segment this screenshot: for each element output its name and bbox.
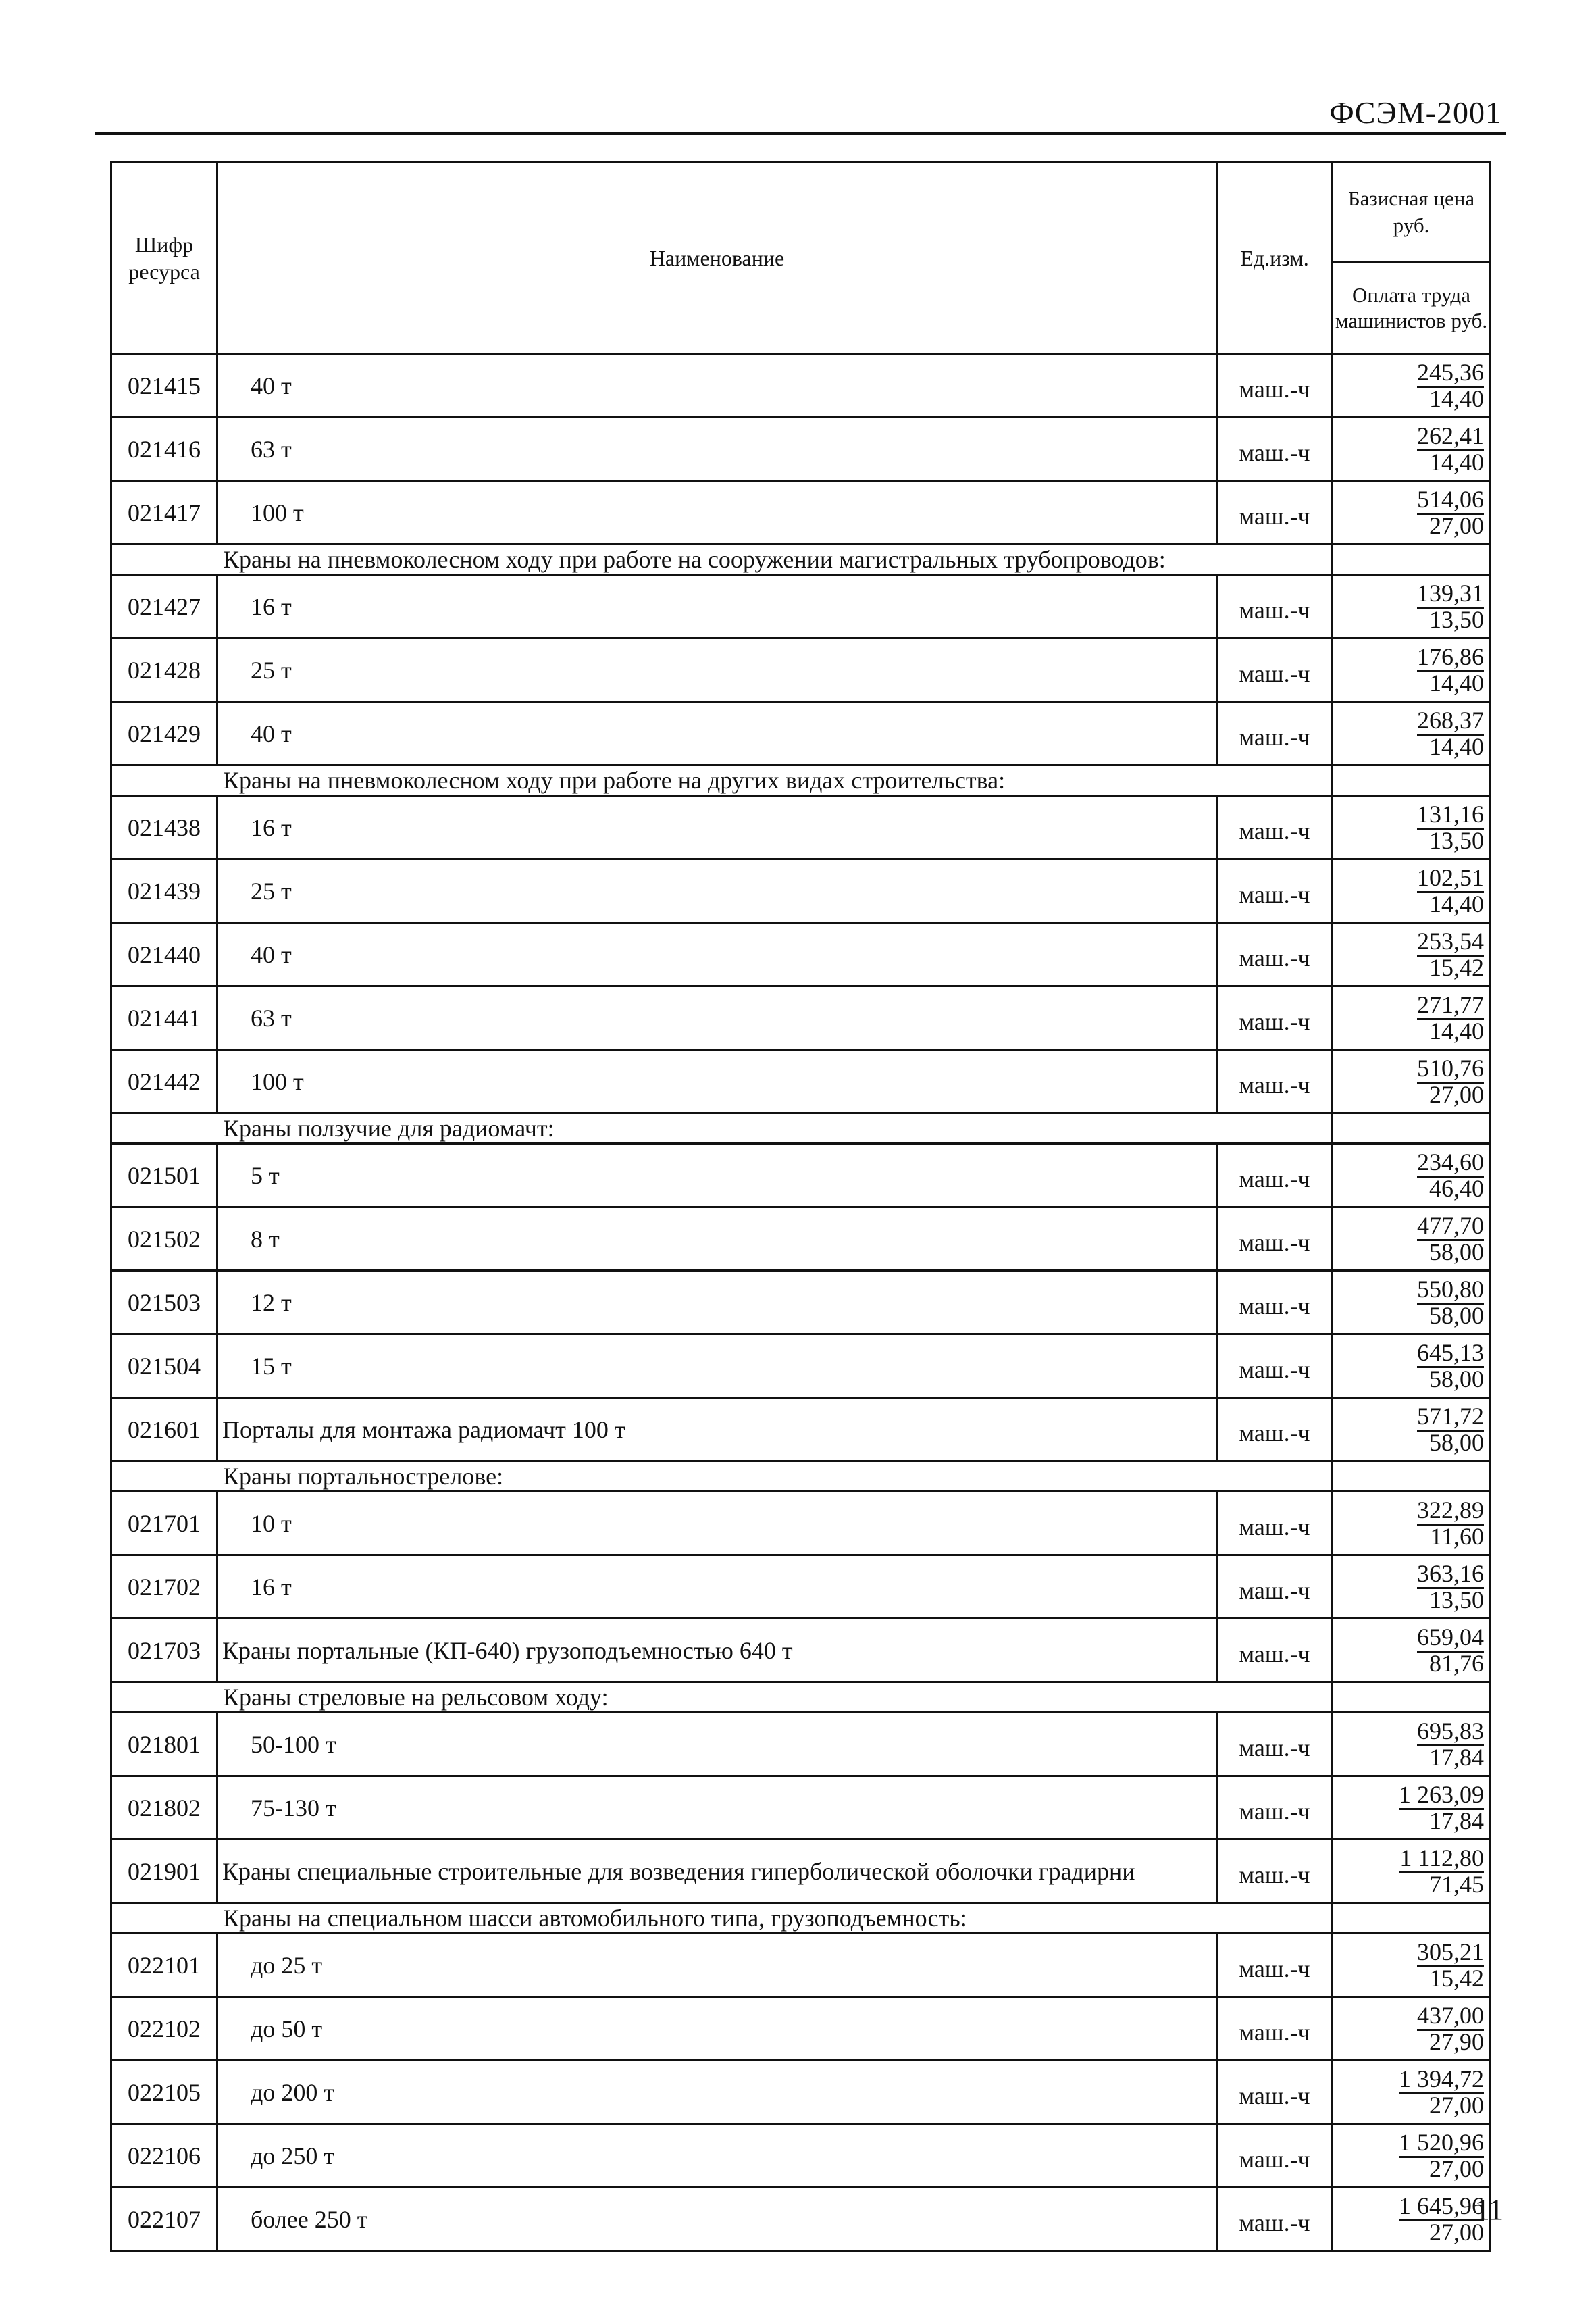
resource-name: до 50 т [217, 1997, 1217, 2061]
unit: маш.-ч [1217, 1050, 1333, 1113]
price-cell [1333, 1997, 1491, 2061]
unit: маш.-ч [1217, 1713, 1333, 1776]
operator-wage: 58,00 [1429, 1238, 1484, 1265]
unit: маш.-ч [1217, 796, 1333, 859]
resource-code: 021504 [111, 1334, 217, 1398]
table-row [111, 575, 1491, 638]
header-name: Наименование [217, 162, 1217, 354]
price-cell [1333, 2188, 1491, 2251]
operator-wage: 58,00 [1429, 1365, 1484, 1392]
resource-name: до 250 т [217, 2124, 1217, 2188]
price-cell [1333, 2061, 1491, 2124]
operator-wage: 46,40 [1429, 1174, 1484, 1202]
price-cell [1333, 702, 1491, 765]
page-number: 11 [1474, 2193, 1503, 2226]
price-cell [1333, 2124, 1491, 2188]
group-label: Краны на пневмоколесном ходу при работе на других видах строительства: [111, 765, 1217, 796]
operator-wage: 27,00 [1429, 2155, 1484, 2182]
price-cell [1333, 1840, 1491, 1903]
unit: маш.-ч [1217, 1144, 1333, 1207]
resource-code: 021440 [111, 923, 217, 986]
table-row [111, 2188, 1491, 2251]
price-cell [1333, 796, 1491, 859]
unit: маш.-ч [1217, 2124, 1333, 2188]
table-row [111, 1271, 1491, 1334]
operator-wage: 81,76 [1429, 1649, 1484, 1677]
document-code: ФСЭМ-2001 [1329, 95, 1501, 130]
resource-code: 021502 [111, 1207, 217, 1271]
group-label: Краны ползучие для радиомачт: [111, 1113, 1217, 1144]
resource-name: более 250 т [217, 2188, 1217, 2251]
unit: маш.-ч [1217, 481, 1333, 545]
price-table [110, 161, 1491, 2252]
table-row [111, 638, 1491, 702]
resource-name: до 200 т [217, 2061, 1217, 2124]
resource-code: 022107 [111, 2188, 217, 2251]
base-price: 245,36 [1417, 359, 1484, 388]
group-label: Краны стреловые на рельсовом ходу: [111, 1682, 1217, 1713]
resource-name: 75-130 т [217, 1776, 1217, 1840]
base-price: 477,70 [1417, 1212, 1484, 1241]
price-cell [1333, 1398, 1491, 1461]
resource-code: 021802 [111, 1776, 217, 1840]
base-price: 571,72 [1417, 1403, 1484, 1432]
resource-code: 021417 [111, 481, 217, 545]
base-price: 363,16 [1417, 1560, 1484, 1589]
unit: маш.-ч [1217, 1492, 1333, 1555]
resource-code: 021428 [111, 638, 217, 702]
operator-wage: 27,00 [1429, 2091, 1484, 2119]
table-row [111, 481, 1491, 545]
resource-code: 021416 [111, 418, 217, 481]
operator-wage: 15,42 [1429, 1964, 1484, 1992]
operator-wage: 13,50 [1429, 605, 1484, 633]
resource-name: 5 т [217, 1144, 1217, 1207]
group-unit-cell [1217, 1682, 1333, 1713]
unit: маш.-ч [1217, 859, 1333, 923]
operator-wage: 17,84 [1429, 1807, 1484, 1834]
group-label: Краны на специальном шасси автомобильного типа, грузоподъемность: [111, 1903, 1217, 1934]
resource-name: 63 т [217, 418, 1217, 481]
price-cell [1333, 638, 1491, 702]
unit: маш.-ч [1217, 2061, 1333, 2124]
price-cell [1333, 1271, 1491, 1334]
resource-code: 021429 [111, 702, 217, 765]
resource-code: 021901 [111, 1840, 217, 1903]
group-row [111, 1461, 1491, 1492]
resource-name: 8 т [217, 1207, 1217, 1271]
price-cell [1333, 1492, 1491, 1555]
group-price-cell [1333, 765, 1491, 796]
resource-code: 021702 [111, 1555, 217, 1619]
group-row [111, 765, 1491, 796]
base-price: 659,04 [1417, 1624, 1484, 1653]
unit: маш.-ч [1217, 1619, 1333, 1682]
group-price-cell [1333, 1682, 1491, 1713]
base-price: 695,83 [1417, 1717, 1484, 1746]
operator-wage: 17,84 [1429, 1743, 1484, 1771]
table-row [111, 1492, 1491, 1555]
resource-name: 25 т [217, 638, 1217, 702]
resource-name: 40 т [217, 702, 1217, 765]
price-cell [1333, 1934, 1491, 1997]
unit: маш.-ч [1217, 1334, 1333, 1398]
unit: маш.-ч [1217, 1398, 1333, 1461]
operator-wage: 14,40 [1429, 669, 1484, 697]
price-cell [1333, 481, 1491, 545]
base-price: 176,86 [1417, 643, 1484, 672]
resource-code: 021427 [111, 575, 217, 638]
group-price-cell [1333, 1903, 1491, 1934]
resource-code: 021601 [111, 1398, 217, 1461]
resource-code: 021501 [111, 1144, 217, 1207]
table-row [111, 1840, 1491, 1903]
base-price: 253,54 [1417, 928, 1484, 957]
unit: маш.-ч [1217, 575, 1333, 638]
resource-name: 40 т [217, 354, 1217, 418]
unit: маш.-ч [1217, 354, 1333, 418]
resource-name: 100 т [217, 481, 1217, 545]
base-price: 262,41 [1417, 422, 1484, 451]
group-unit-cell [1217, 765, 1333, 796]
operator-wage: 58,00 [1429, 1301, 1484, 1329]
operator-wage: 14,40 [1429, 1017, 1484, 1045]
base-price: 437,00 [1417, 2002, 1484, 2031]
resource-code: 021439 [111, 859, 217, 923]
table-row [111, 1555, 1491, 1619]
table-row [111, 1050, 1491, 1113]
group-row [111, 1682, 1491, 1713]
base-price: 139,31 [1417, 580, 1484, 609]
resource-code: 022101 [111, 1934, 217, 1997]
operator-wage: 13,50 [1429, 826, 1484, 854]
operator-wage: 27,00 [1429, 1080, 1484, 1108]
price-cell [1333, 1776, 1491, 1840]
resource-name: 63 т [217, 986, 1217, 1050]
base-price: 268,37 [1417, 707, 1484, 736]
group-unit-cell [1217, 1461, 1333, 1492]
base-price: 510,76 [1417, 1055, 1484, 1084]
table-row [111, 986, 1491, 1050]
operator-wage: 58,00 [1429, 1428, 1484, 1456]
base-price: 102,51 [1417, 864, 1484, 893]
unit: маш.-ч [1217, 1934, 1333, 1997]
operator-wage: 14,40 [1429, 732, 1484, 760]
base-price: 271,77 [1417, 991, 1484, 1020]
header-wage: Оплата труда машинистов руб. [1333, 263, 1491, 354]
table-row [111, 796, 1491, 859]
group-unit-cell [1217, 1903, 1333, 1934]
base-price: 645,13 [1417, 1339, 1484, 1368]
table-row [111, 1334, 1491, 1398]
base-price: 514,06 [1417, 486, 1484, 515]
operator-wage: 14,40 [1429, 384, 1484, 412]
table-row [111, 923, 1491, 986]
resource-code: 021441 [111, 986, 217, 1050]
table-row [111, 2061, 1491, 2124]
group-price-cell [1333, 1461, 1491, 1492]
price-cell [1333, 1713, 1491, 1776]
resource-name: 10 т [217, 1492, 1217, 1555]
header-base-price: Базисная цена руб. [1333, 162, 1491, 263]
header-unit: Ед.изм. [1217, 162, 1333, 354]
base-price: 1 394,72 [1399, 2065, 1484, 2094]
price-cell [1333, 923, 1491, 986]
base-price: 322,89 [1417, 1496, 1484, 1526]
price-cell [1333, 1619, 1491, 1682]
header-rule [95, 132, 1506, 135]
resource-code: 022105 [111, 2061, 217, 2124]
resource-code: 021703 [111, 1619, 217, 1682]
base-price: 234,60 [1417, 1149, 1484, 1178]
table-row [111, 1144, 1491, 1207]
group-price-cell [1333, 1113, 1491, 1144]
operator-wage: 11,60 [1430, 1522, 1484, 1550]
price-cell [1333, 575, 1491, 638]
operator-wage: 27,00 [1429, 2218, 1484, 2246]
table-row [111, 1713, 1491, 1776]
operator-wage: 14,40 [1429, 890, 1484, 917]
table-row [111, 1619, 1491, 1682]
resource-name: 15 т [217, 1334, 1217, 1398]
operator-wage: 14,40 [1429, 448, 1484, 476]
resource-name: Краны специальные строительные для возведения гиперболической оболочки градирни [217, 1840, 1217, 1903]
resource-code: 022106 [111, 2124, 217, 2188]
resource-code: 021503 [111, 1271, 217, 1334]
price-cell [1333, 354, 1491, 418]
price-cell [1333, 859, 1491, 923]
base-price: 1 112,80 [1399, 1844, 1484, 1873]
resource-code: 021415 [111, 354, 217, 418]
price-cell [1333, 1050, 1491, 1113]
price-cell [1333, 1334, 1491, 1398]
resource-code: 021438 [111, 796, 217, 859]
resource-name: 12 т [217, 1271, 1217, 1334]
resource-code: 021442 [111, 1050, 217, 1113]
group-unit-cell [1217, 1113, 1333, 1144]
operator-wage: 27,90 [1429, 2028, 1484, 2055]
group-unit-cell [1217, 545, 1333, 575]
unit: маш.-ч [1217, 702, 1333, 765]
table-row [111, 1997, 1491, 2061]
table-row [111, 859, 1491, 923]
price-cell [1333, 1207, 1491, 1271]
resource-name: 16 т [217, 1555, 1217, 1619]
group-label: Краны портальнострелове: [111, 1461, 1217, 1492]
group-price-cell [1333, 545, 1491, 575]
price-cell [1333, 986, 1491, 1050]
resource-name: до 25 т [217, 1934, 1217, 1997]
group-row [111, 545, 1491, 575]
resource-name: 16 т [217, 575, 1217, 638]
unit: маш.-ч [1217, 418, 1333, 481]
table-row [111, 1207, 1491, 1271]
unit: маш.-ч [1217, 986, 1333, 1050]
resource-name: Краны портальные (КП-640) грузоподъемностью 640 т [217, 1619, 1217, 1682]
resource-name: 100 т [217, 1050, 1217, 1113]
table-row [111, 1776, 1491, 1840]
unit: маш.-ч [1217, 1776, 1333, 1840]
resource-code: 022102 [111, 1997, 217, 2061]
resource-code: 021801 [111, 1713, 217, 1776]
unit: маш.-ч [1217, 1207, 1333, 1271]
base-price: 131,16 [1417, 801, 1484, 830]
unit: маш.-ч [1217, 1840, 1333, 1903]
operator-wage: 71,45 [1429, 1870, 1484, 1898]
resource-name: 50-100 т [217, 1713, 1217, 1776]
base-price: 305,21 [1417, 1938, 1484, 1967]
price-cell [1333, 1144, 1491, 1207]
header-code: Шифр ресурса [111, 162, 217, 354]
group-row [111, 1903, 1491, 1934]
table-body [111, 354, 1491, 2251]
price-cell [1333, 1555, 1491, 1619]
resource-code: 021701 [111, 1492, 217, 1555]
operator-wage: 15,42 [1429, 953, 1484, 981]
price-cell [1333, 418, 1491, 481]
base-price: 1 645,96 [1399, 2192, 1484, 2221]
table-row [111, 354, 1491, 418]
group-label: Краны на пневмоколесном ходу при работе на сооружении магистральных трубопроводов: [111, 545, 1217, 575]
base-price: 550,80 [1417, 1276, 1484, 1305]
unit: маш.-ч [1217, 1271, 1333, 1334]
base-price: 1 263,09 [1399, 1781, 1484, 1810]
group-row [111, 1113, 1491, 1144]
table-row [111, 418, 1491, 481]
table-row [111, 702, 1491, 765]
table-row [111, 2124, 1491, 2188]
table-row [111, 1934, 1491, 1997]
operator-wage: 13,50 [1429, 1586, 1484, 1613]
unit: маш.-ч [1217, 1997, 1333, 2061]
table-row [111, 1398, 1491, 1461]
unit: маш.-ч [1217, 2188, 1333, 2251]
unit: маш.-ч [1217, 1555, 1333, 1619]
resource-name: 16 т [217, 796, 1217, 859]
operator-wage: 27,00 [1429, 511, 1484, 539]
resource-name: Порталы для монтажа радиомачт 100 т [217, 1398, 1217, 1461]
resource-name: 25 т [217, 859, 1217, 923]
unit: маш.-ч [1217, 923, 1333, 986]
unit: маш.-ч [1217, 638, 1333, 702]
resource-name: 40 т [217, 923, 1217, 986]
base-price: 1 520,96 [1399, 2129, 1484, 2158]
